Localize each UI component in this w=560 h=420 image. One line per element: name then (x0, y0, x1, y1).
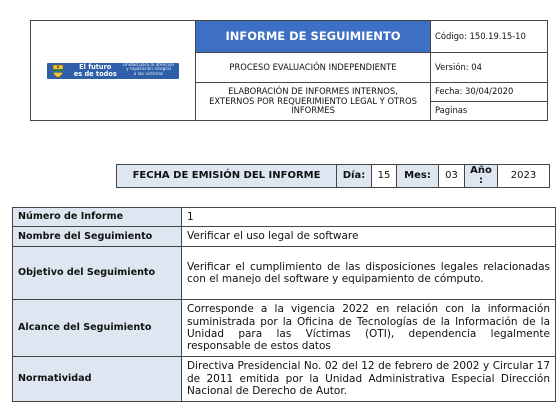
report-number-value: 1 (181, 207, 556, 227)
document-version: Versión: 04 (430, 52, 548, 83)
logo-cell (30, 20, 196, 121)
regulations-value: Directiva Presidencial No. 02 del 12 de febrero de 2002 y Circular 17 de 2011 emitida por la Unidad Administrativa Especial Dirección Nacional de Derecho de Autor. (181, 356, 556, 402)
info-row-label: Alcance del Seguimiento (12, 299, 182, 357)
day-value: 15 (371, 164, 397, 188)
document-pages: Paginas (430, 101, 548, 121)
report-title: INFORME DE SEGUIMIENTO (195, 20, 431, 53)
coat-of-arms-icon (52, 64, 64, 78)
month-label: Mes: (396, 164, 439, 188)
info-row-label: Número de Informe (12, 207, 182, 227)
month-value: 03 (438, 164, 465, 188)
info-row-label: Nombre del Seguimiento (12, 226, 182, 247)
process-name: PROCESO EVALUACIÓN INDEPENDIENTE (195, 52, 431, 83)
procedure-name: ELABORACIÓN DE INFORMES INTERNOS, EXTERNOS POR REQUERIMIENTO LEGAL Y OTROS INFORMES (195, 82, 431, 121)
document-date: Fecha: 30/04/2020 (430, 82, 548, 102)
day-label: Día: (336, 164, 372, 188)
follow-up-scope-value: Corresponde a la vigencia 2022 en relación con la información suministrada por la Oficina de Tecnologías de la Información de la Unidad para las Víctimas (OTI), dependencia legalmente responsable de estos datos (181, 299, 556, 357)
emission-date-label: FECHA DE EMISIÓN DEL INFORME (116, 164, 337, 188)
info-row-label: Objetivo del Seguimiento (12, 246, 182, 300)
document-code: Código: 150.19.15-10 (430, 20, 548, 53)
year-label: Año : (464, 164, 498, 188)
info-row-label: Normatividad (12, 356, 182, 402)
follow-up-name-value: Verificar el uso legal de software (181, 226, 556, 247)
year-value: 2023 (497, 164, 550, 188)
follow-up-objective-value: Verificar el cumplimiento de las disposiciones legales relacionadas con el manejo del software y equipamiento de cómputo. (181, 246, 556, 300)
logo-sub-text: Unidad para la atención y reparación integral a las víctimas (122, 62, 175, 77)
logo-main-text: El futuro es de todos (73, 62, 117, 78)
institution-logo (47, 63, 179, 79)
